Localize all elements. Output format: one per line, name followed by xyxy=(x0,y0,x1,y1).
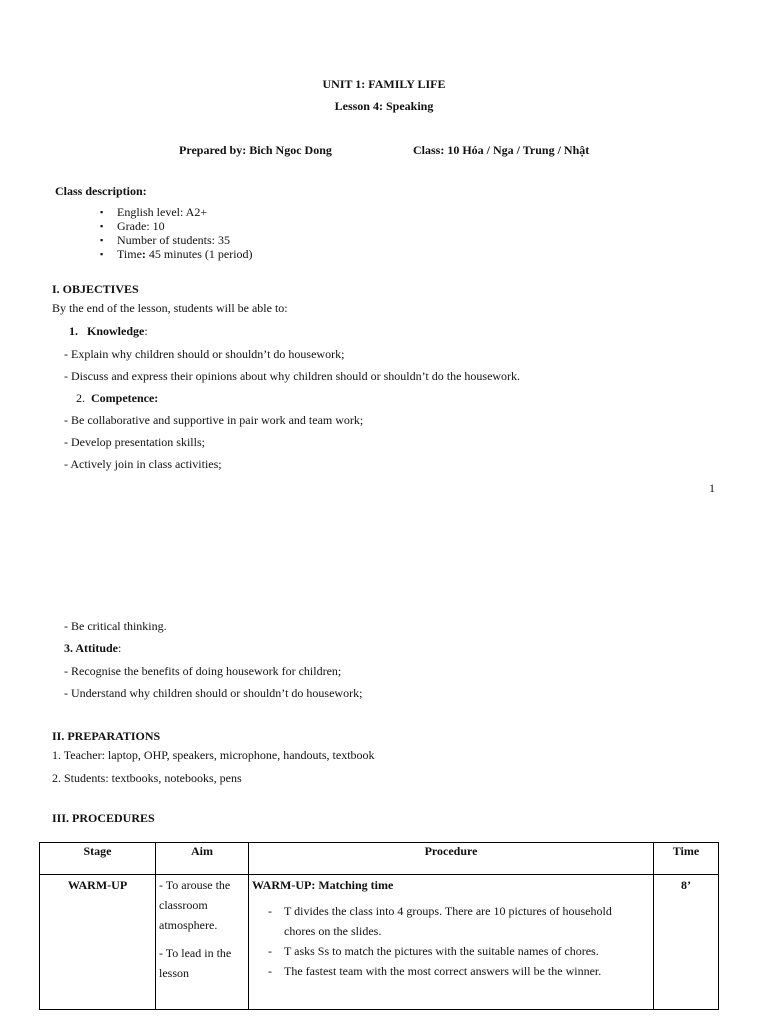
competence-item: - Be critical thinking. xyxy=(64,619,167,633)
competence-number: 2. xyxy=(76,391,85,405)
knowledge-label: Knowledge xyxy=(87,324,145,338)
procedures-heading: III. PROCEDURES xyxy=(52,811,155,825)
class-description-item: ▪ Grade: 10 xyxy=(100,219,253,233)
objectives-intro: By the end of the lesson, students will be able to: xyxy=(52,301,288,315)
preparations-heading: II. PREPARATIONS xyxy=(52,729,161,743)
competence-heading xyxy=(76,391,158,406)
procedure-cell xyxy=(249,875,654,1010)
table-header-row xyxy=(40,843,719,875)
competence-item: - Actively join in class activities; xyxy=(64,457,222,471)
procedure-list xyxy=(252,901,645,981)
attitude-heading: 3. Attitude: xyxy=(64,641,122,655)
stage-cell: WARM-UP xyxy=(40,875,156,1010)
unit-title: UNIT 1: FAMILY LIFE xyxy=(322,77,446,91)
procedure-item: - T divides the class into 4 groups. There are 10 pictures of household chores on the slides. xyxy=(252,901,645,941)
class-label: Class: xyxy=(413,143,445,157)
column-header-stage: Stage xyxy=(40,843,156,875)
preparations-item: 1. Teacher: laptop, OHP, speakers, microphone, handouts, textbook xyxy=(52,748,375,762)
lesson-title: Lesson 4: Speaking xyxy=(334,99,434,113)
competence-item: - Develop presentation skills; xyxy=(64,435,205,449)
knowledge-number: 1. xyxy=(69,324,78,338)
knowledge-heading: 1. Knowledge: xyxy=(69,324,148,338)
time-cell: 8’ xyxy=(654,875,719,1010)
prepared-by-name: Bich Ngoc Dong xyxy=(249,143,332,157)
competence-item: - Be collaborative and supportive in pair work and team work; xyxy=(64,413,364,427)
column-header-procedure: Procedure xyxy=(249,843,654,875)
class-description-list xyxy=(100,205,253,261)
attitude-item: - Understand why children should or shouldn’t do housework; xyxy=(64,686,363,700)
class-value: 10 Hóa / Nga / Trung / Nhật xyxy=(447,143,590,157)
competence-label: Competence: xyxy=(91,391,159,405)
aim-item: - To arouse the classroom atmosphere. xyxy=(159,878,231,932)
prepared-by xyxy=(179,143,332,158)
column-header-time: Time xyxy=(654,843,719,875)
table-row xyxy=(40,875,719,1010)
preparations-item: 2. Students: textbooks, notebooks, pens xyxy=(52,771,242,785)
knowledge-item: - Discuss and express their opinions about why children should or shouldn’t do the housework. xyxy=(64,369,521,383)
objectives-heading: I. OBJECTIVES xyxy=(52,282,139,296)
procedures-table xyxy=(39,842,719,1010)
page-number: 1 xyxy=(709,481,715,495)
attitude-item: - Recognise the benefits of doing housework for children; xyxy=(64,664,342,678)
procedure-item: - The fastest team with the most correct answers will be the winner. xyxy=(252,961,645,981)
class-description-heading: Class description: xyxy=(55,184,147,198)
class-description-item: ▪ Time: 45 minutes (1 period) xyxy=(100,247,253,261)
attitude-label: 3. Attitude xyxy=(64,641,118,655)
knowledge-item: - Explain why children should or shouldn’t do housework; xyxy=(64,347,345,361)
class-description-item: ▪ English level: A2+ xyxy=(100,205,253,219)
aim-cell xyxy=(156,875,249,1010)
procedure-item: - T asks Ss to match the pictures with the suitable names of chores. xyxy=(252,941,645,961)
aim-item: - To lead in the lesson xyxy=(159,946,232,980)
procedure-title: WARM-UP: Matching time xyxy=(252,878,394,892)
class-info xyxy=(413,143,589,158)
prepared-by-label: Prepared by: xyxy=(179,143,247,157)
class-description-item: ▪ Number of students: 35 xyxy=(100,233,253,247)
column-header-aim: Aim xyxy=(156,843,249,875)
